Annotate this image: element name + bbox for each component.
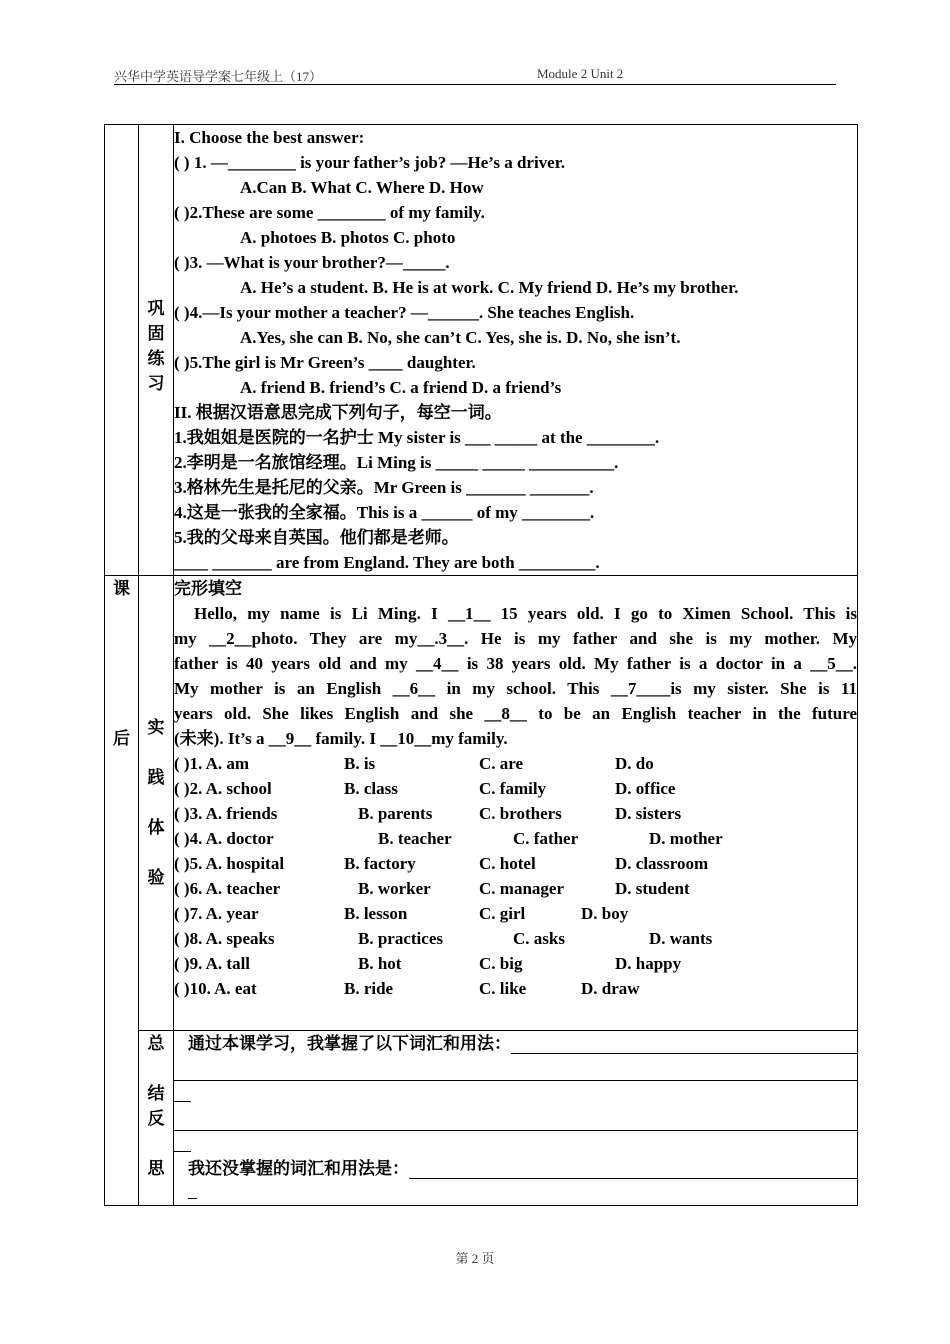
question-1: ( ) 1. —________ is your father’s job? —He’s a driver.: [174, 153, 565, 172]
cloze-option-row: ( )4. A. doctor B. teacher C. father D. mother: [174, 829, 723, 848]
cloze-option-row: ( )3. A. friends B. parents C. brothers D. sisters: [174, 804, 682, 823]
translation-3: 3.格林先生是托尼的父亲。Mr Green is _______ _______.: [174, 478, 594, 497]
header-title: 兴华中学英语导学案七年级上（17）: [114, 69, 323, 84]
translation-title: II. 根据汉语意思完成下列句子，每空一词。: [174, 403, 502, 422]
answer-blank: [174, 1131, 191, 1152]
section-label-consolidation: 巩 固 练 习: [139, 125, 174, 576]
question-3-options: A. He’s a student. B. He is at work. C. My friend D. He’s my brother.: [240, 278, 739, 297]
question-3: ( )3. —What is your brother?—_____.: [174, 253, 450, 272]
cloze-para-1: Hello, my name is Li Ming. I __1__ 15 years old. I go to Ximen School. This is: [194, 604, 857, 623]
outer-label-after-class: 课 后: [105, 576, 139, 1206]
cloze-option-row: ( )5. A. hospital B. factory C. hotel D. classroom: [174, 854, 709, 873]
answer-blank: [188, 1182, 197, 1199]
answer-rule: [174, 1106, 857, 1131]
translation-1: 1.我姐姐是医院的一名护士 My sister is ___ _____ at the ________.: [174, 428, 660, 447]
section-label-summary: 总 结 反 思: [139, 1031, 174, 1206]
summary-not-mastered: 我还没掌握的词汇和用法是：: [174, 1156, 857, 1181]
cloze-exercise: [174, 576, 858, 1031]
outer-label-empty: [105, 125, 139, 576]
consolidation-exercises: [174, 125, 858, 576]
question-5: ( )5.The girl is Mr Green’s ____ daughter.: [174, 353, 476, 372]
cloze-option-row: ( )6. A. teacher B. worker C. manager D. student: [174, 879, 690, 898]
page-header: [114, 66, 836, 85]
header-module: Module 2 Unit 2: [537, 66, 624, 81]
question-2: ( )2.These are some ________ of my family.: [174, 203, 485, 222]
question-1-options: A.Can B. What C. Where D. How: [240, 178, 484, 197]
answer-rule: [174, 1056, 857, 1081]
translation-4: 4.这是一张我的全家福。This is a ______ of my ________.: [174, 503, 595, 522]
answer-blank: [511, 1031, 857, 1054]
answer-blank: [174, 1081, 191, 1102]
exercise-title: I. Choose the best answer:: [174, 128, 365, 147]
cloze-option-row: ( )7. A. year B. lesson C. girl D. boy: [174, 904, 629, 923]
cloze-para-3: father is 40 years old and my __4__ is 38 years old. My father is a doctor in a __5__.: [174, 654, 857, 673]
translation-5: 5.我的父母来自英国。他们都是老师。: [174, 528, 459, 547]
cloze-option-row: ( )10. A. eat B. ride C. like D. draw: [174, 979, 640, 998]
page-number: 第 2 页: [455, 1251, 495, 1266]
summary-reflection: [174, 1031, 858, 1206]
question-4: ( )4.—Is your mother a teacher? —______. She teaches English.: [174, 303, 635, 322]
cloze-para-2: my __2__photo. They are my__.3__. He is my father and she is my mother. My: [174, 629, 857, 648]
cloze-para-6: (未来). It’s a __9__ family. I __10__my family.: [174, 729, 508, 748]
cloze-option-row: ( )9. A. tall B. hot C. big D. happy: [174, 954, 682, 973]
cloze-title: 完形填空: [174, 579, 242, 598]
translation-5-answer: ____ _______ are from England. They are both _________.: [174, 553, 600, 572]
translation-2: 2.李明是一名旅馆经理。Li Ming is _____ _____ __________.: [174, 453, 619, 472]
cloze-para-4: My mother is an English __6__ in my school. This __7____is my sister. She is 11: [174, 679, 857, 698]
cloze-option-row: ( )8. A. speaks B. practices C. asks D. wants: [174, 929, 713, 948]
answer-blank: [409, 1156, 857, 1179]
cloze-para-5: years old. She likes English and she __8__ to be an English teacher in the future: [174, 704, 857, 723]
summary-mastered: 通过本课学习，我掌握了以下词汇和用法：: [174, 1031, 857, 1056]
question-2-options: A. photoes B. photos C. photo: [240, 228, 456, 247]
worksheet-table: [104, 124, 858, 1206]
cloze-option-row: ( )1. A. am B. is C. are D. do: [174, 754, 654, 773]
question-4-options: A.Yes, she can B. No, she can’t C. Yes, she is. D. No, she isn’t.: [240, 328, 681, 347]
question-5-options: A. friend B. friend’s C. a friend D. a friend’s: [240, 378, 562, 397]
cloze-option-row: ( )2. A. school B. class C. family D. office: [174, 779, 676, 798]
section-label-practice: 实 践 体 验: [139, 576, 174, 1031]
